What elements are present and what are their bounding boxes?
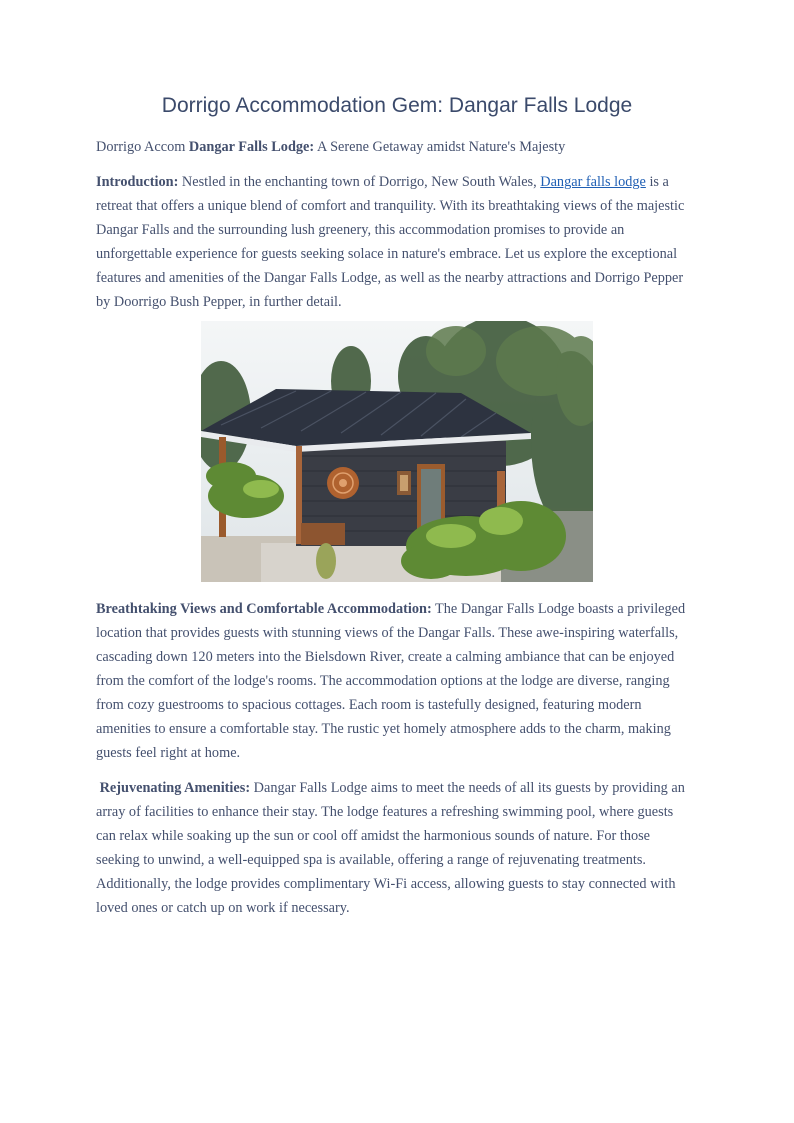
intro-label: Introduction:: [96, 174, 179, 190]
views-paragraph: [96, 597, 696, 765]
views-text: The Dangar Falls Lodge boasts a privileged location that provides guests with stunning views of the Dangar Falls. These awe-inspiring waterfalls, cascading down 120 meters into the Bielsdown River, create a calming ambiance that can be enjoyed from the comfort of the lodge's rooms. The accommodation options at the lodge are diverse, ranging from cozy guestrooms to spacious cottages. Each room is tastefully designed, featuring modern amenities to ensure a comfortable stay. The rustic yet homely atmosphere adds to the charm, making guests feel right at home.: [96, 601, 686, 761]
views-label: Breathtaking Views and Comfortable Accommodation:: [96, 601, 432, 617]
lodge-photo: [201, 321, 593, 582]
amenities-text: Dangar Falls Lodge aims to meet the needs of all its guests by providing an array of facilities to enhance their stay. The lodge features a refreshing swimming pool, where guests can relax while soaking up the sun or cool off amidst the harmonious sounds of nature. For those seeking to unwind, a well-equipped spa is available, offering a range of rejuvenating treatments. Additionally, the lodge provides complimentary Wi-Fi access, allowing guests to stay connected with loved ones or catch up on work if necessary.: [96, 780, 685, 916]
intro-text-before-link: Nestled in the enchanting town of Dorrigo, New South Wales,: [178, 174, 541, 190]
subtitle-prefix: Dorrigo Accom: [96, 139, 189, 155]
amenities-label: Rejuvenating Amenities:: [99, 780, 251, 796]
subtitle-paragraph: [96, 135, 696, 159]
subtitle-rest: A Serene Getaway amidst Nature's Majesty: [314, 139, 566, 155]
page-title: Dorrigo Accommodation Gem: Dangar Falls Lodge: [161, 94, 633, 117]
intro-text-after-link: is a retreat that offers a unique blend of comfort and tranquility. With its breathtaking views of the majestic Dangar Falls and the surrounding lush greenery, this accommodation promises to provide an unforgettable experience for guests seeking solace in nature's embrace. Let us explore the exceptional features and amenities of the Dangar Falls Lodge, as well as the nearby attractions and Dorrigo Pepper by Doorrigo Bush Pepper, in further detail.: [96, 174, 685, 310]
dangar-falls-lodge-link[interactable]: Dangar falls lodge: [540, 174, 646, 190]
amenities-paragraph: [96, 776, 696, 920]
lodge-illustration: [201, 321, 593, 582]
subtitle-bold: Dangar Falls Lodge:: [188, 139, 315, 155]
intro-paragraph: [96, 170, 696, 314]
